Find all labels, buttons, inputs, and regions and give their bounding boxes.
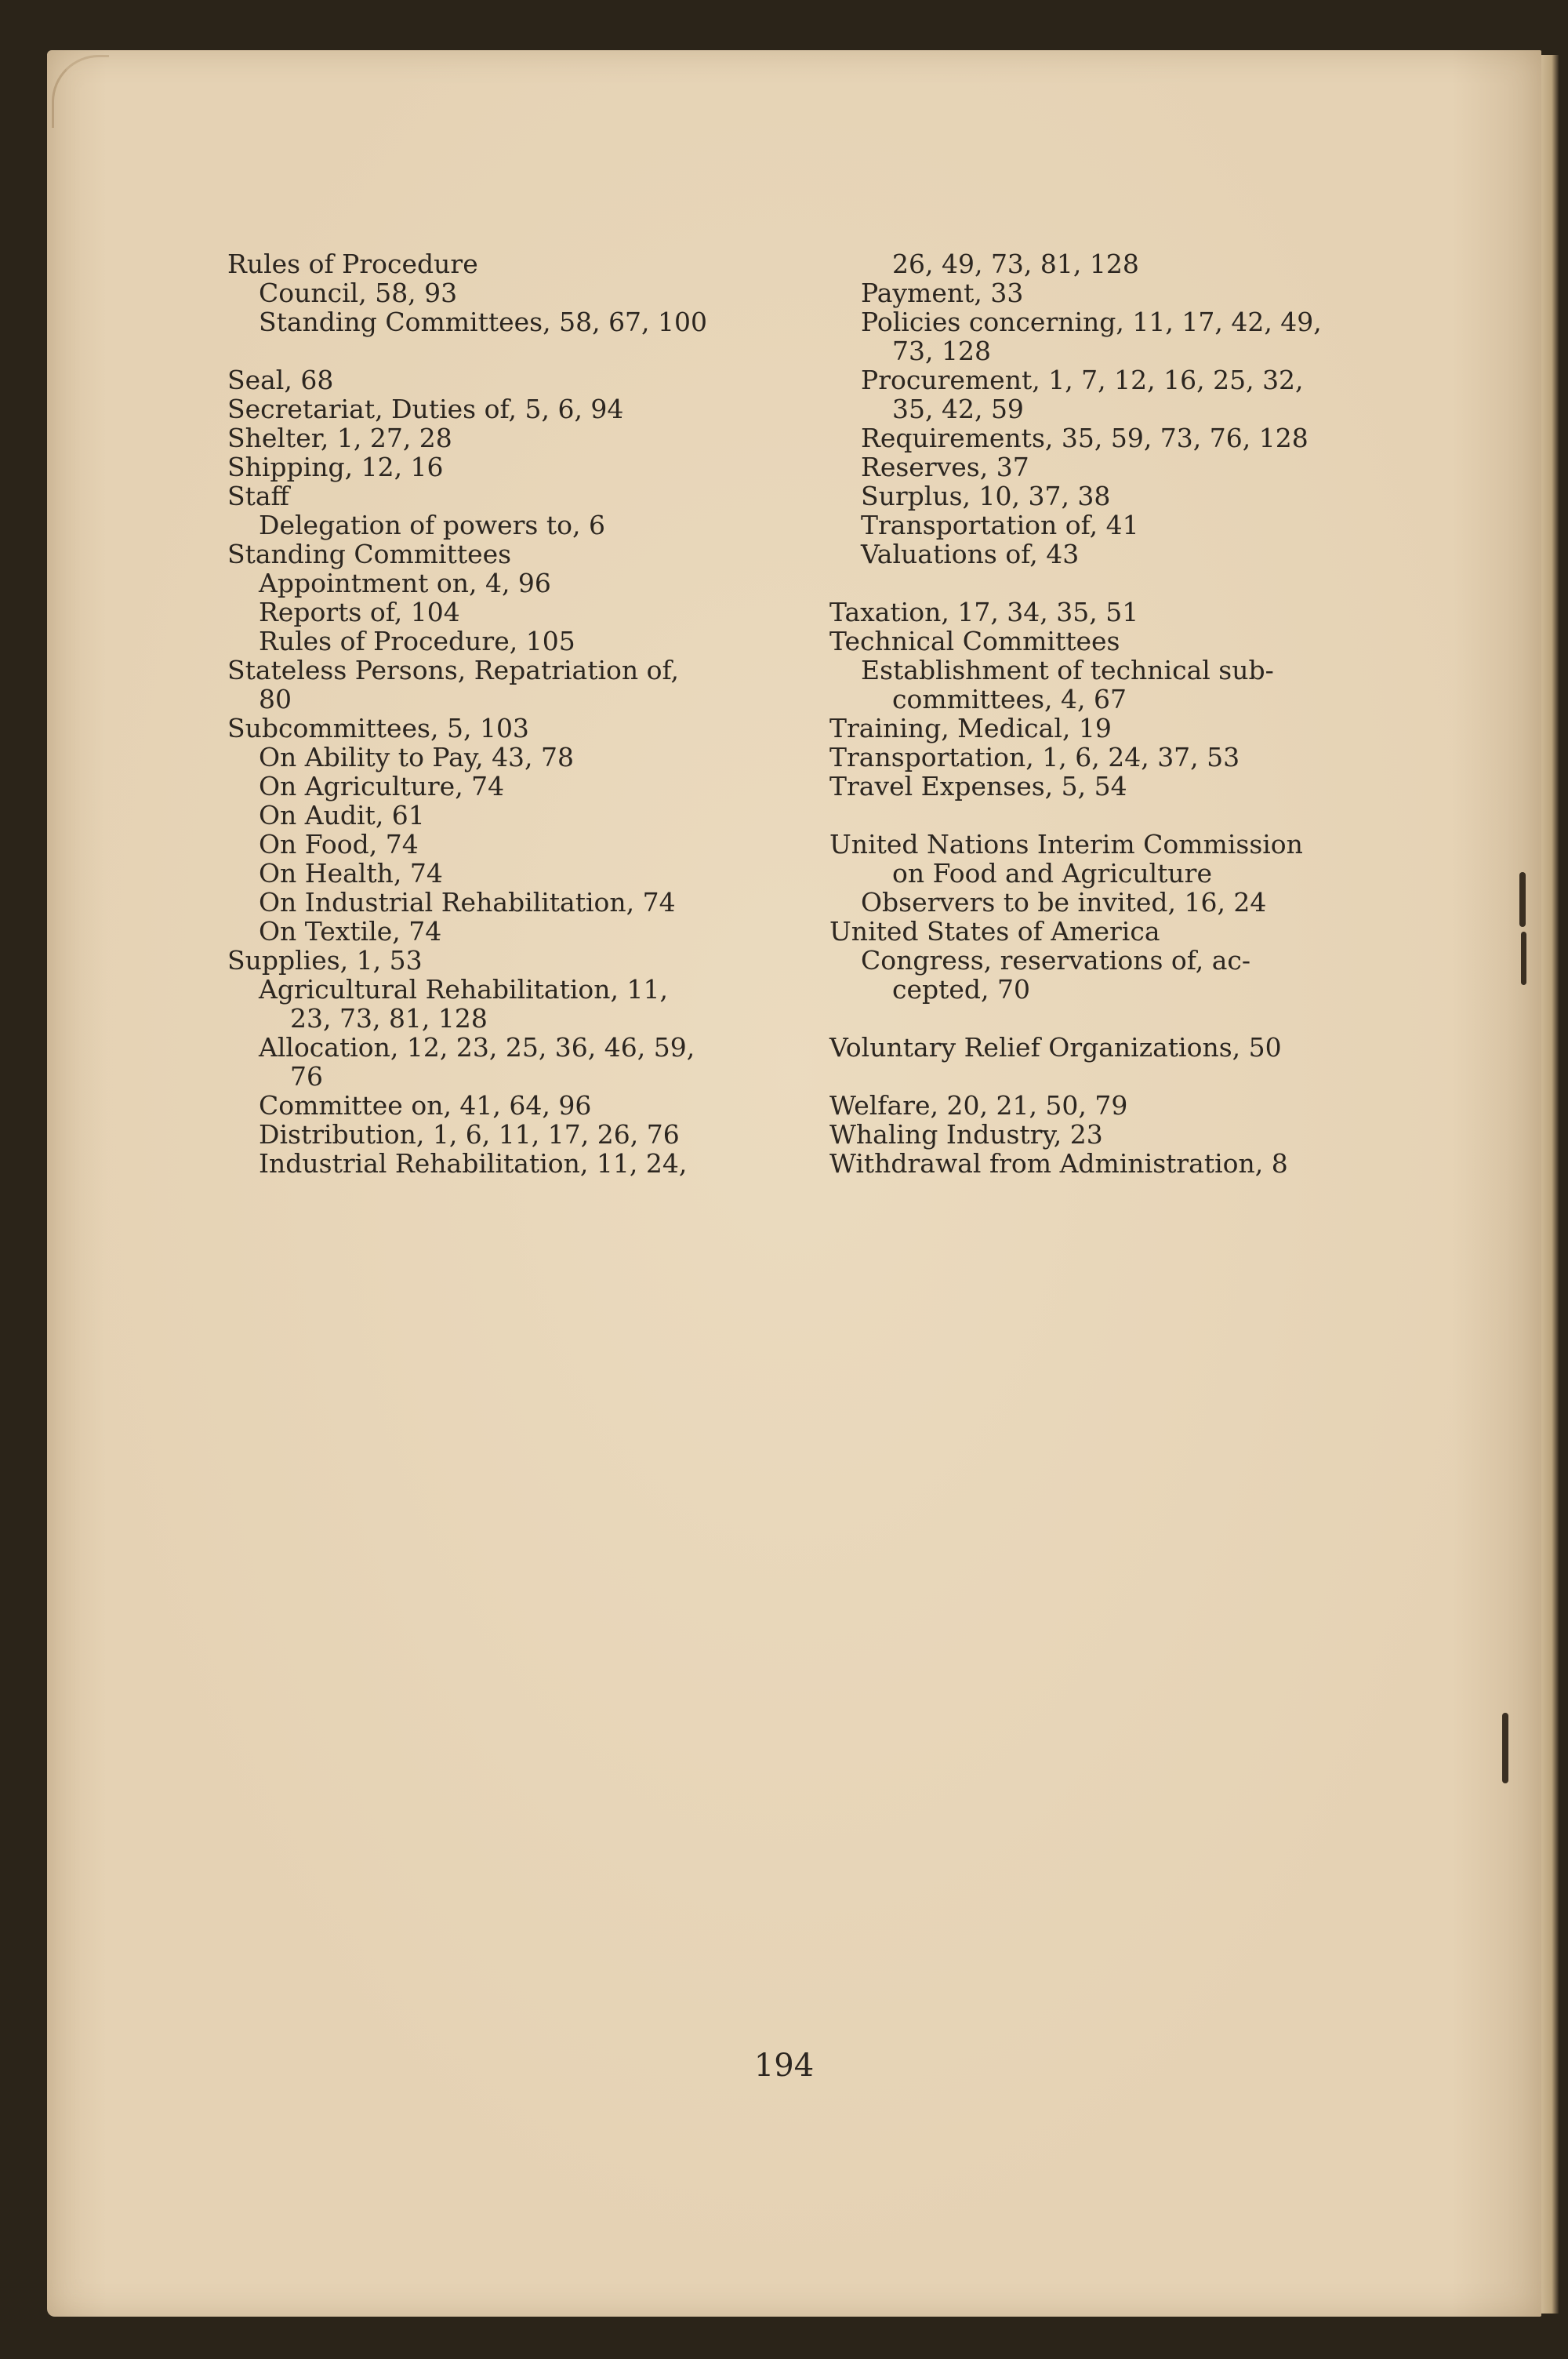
index-entry: Rules of Procedure [227, 249, 478, 279]
index-subentry: 73, 128 [892, 336, 991, 366]
index-subentry: Council, 58, 93 [259, 278, 458, 308]
index-subentry: Procurement, 1, 7, 12, 16, 25, 32, [861, 365, 1304, 395]
index-subentry: Industrial Rehabilitation, 11, 24, [259, 1148, 688, 1179]
index-subentry: Policies concerning, 11, 17, 42, 49, [861, 307, 1322, 337]
binding-mark [1519, 872, 1526, 927]
page-edge-shadow [1541, 55, 1559, 2314]
index-entry: Seal, 68 [227, 365, 334, 395]
index-subentry: Transportation of, 41 [861, 510, 1139, 540]
index-entry: Taxation, 17, 34, 35, 51 [829, 597, 1139, 627]
index-subentry: On Agriculture, 74 [259, 771, 505, 801]
index-subentry: Allocation, 12, 23, 25, 36, 46, 59, [259, 1032, 695, 1063]
index-subentry: On Industrial Rehabilitation, 74 [259, 887, 676, 918]
index-subentry: Congress, reservations of, ac- [861, 945, 1251, 976]
index-entry: Stateless Persons, Repatriation of, [227, 655, 680, 685]
index-column-left [227, 249, 776, 1178]
index-subentry: Reserves, 37 [861, 452, 1029, 482]
index-subentry: Rules of Procedure, 105 [259, 626, 575, 656]
binding-mark [1502, 1713, 1508, 1783]
index-column-right [829, 249, 1378, 1178]
index-entry: Whaling Industry, 23 [829, 1119, 1103, 1150]
index-subentry: On Food, 74 [259, 829, 419, 860]
index-subentry: cepted, 70 [892, 974, 1031, 1005]
index-subentry: 26, 49, 73, 81, 128 [892, 249, 1139, 279]
index-entry: Supplies, 1, 53 [227, 945, 423, 976]
index-entry: United Nations Interim Commission [829, 829, 1303, 860]
index-entry: Travel Expenses, 5, 54 [829, 771, 1127, 801]
index-subentry: Agricultural Rehabilitation, 11, [259, 974, 669, 1005]
index-subentry: 80 [259, 684, 292, 714]
index-entry: Technical Committees [829, 626, 1120, 656]
binding-mark [1521, 932, 1526, 985]
index-spacer [227, 336, 776, 365]
index-entry: Transportation, 1, 6, 24, 37, 53 [829, 742, 1240, 772]
index-subentry: 23, 73, 81, 128 [290, 1003, 488, 1034]
page-number: 194 [753, 2048, 815, 2084]
index-subentry: 76 [290, 1061, 323, 1092]
index-entry: Shelter, 1, 27, 28 [227, 423, 452, 453]
index-subentry: 35, 42, 59 [892, 394, 1024, 424]
index-subentry: Committee on, 41, 64, 96 [259, 1090, 592, 1121]
index-subentry: Valuations of, 43 [861, 539, 1080, 569]
index-entry: Staff [227, 481, 289, 511]
index-entry: Shipping, 12, 16 [227, 452, 444, 482]
index-entry: Secretariat, Duties of, 5, 6, 94 [227, 394, 624, 424]
index-subentry: Establishment of technical sub- [861, 655, 1274, 685]
index-subentry: committees, 4, 67 [892, 684, 1127, 714]
index-entry: Withdrawal from Administration, 8 [829, 1148, 1288, 1179]
index-entry: United States of America [829, 916, 1160, 947]
index-spacer [829, 1004, 1378, 1033]
index-subentry: On Audit, 61 [259, 800, 425, 831]
index-subentry: Surplus, 10, 37, 38 [861, 481, 1111, 511]
index-subentry: On Health, 74 [259, 858, 443, 889]
index-subentry: Observers to be invited, 16, 24 [861, 887, 1267, 918]
index-subentry: Requirements, 35, 59, 73, 76, 128 [861, 423, 1308, 453]
index-spacer [829, 801, 1378, 830]
index-entry: Voluntary Relief Organizations, 50 [829, 1032, 1282, 1063]
index-spacer [829, 1062, 1378, 1091]
index-subentry: Delegation of powers to, 6 [259, 510, 605, 540]
index-entry: Subcommittees, 5, 103 [227, 713, 529, 743]
index-subentry: Distribution, 1, 6, 11, 17, 26, 76 [259, 1119, 680, 1150]
index-subentry: On Textile, 74 [259, 916, 442, 947]
index-subentry: Payment, 33 [861, 278, 1024, 308]
index-subentry: On Ability to Pay, 43, 78 [259, 742, 575, 772]
index-spacer [829, 569, 1378, 598]
index-entry: Welfare, 20, 21, 50, 79 [829, 1090, 1128, 1121]
index-subentry: Standing Committees, 58, 67, 100 [259, 307, 708, 337]
index-entry: Standing Committees [227, 539, 512, 569]
index-subentry: Appointment on, 4, 96 [259, 568, 551, 598]
index-subentry: Reports of, 104 [259, 597, 460, 627]
index-subentry: on Food and Agriculture [892, 858, 1212, 889]
index-entry: Training, Medical, 19 [829, 713, 1112, 743]
